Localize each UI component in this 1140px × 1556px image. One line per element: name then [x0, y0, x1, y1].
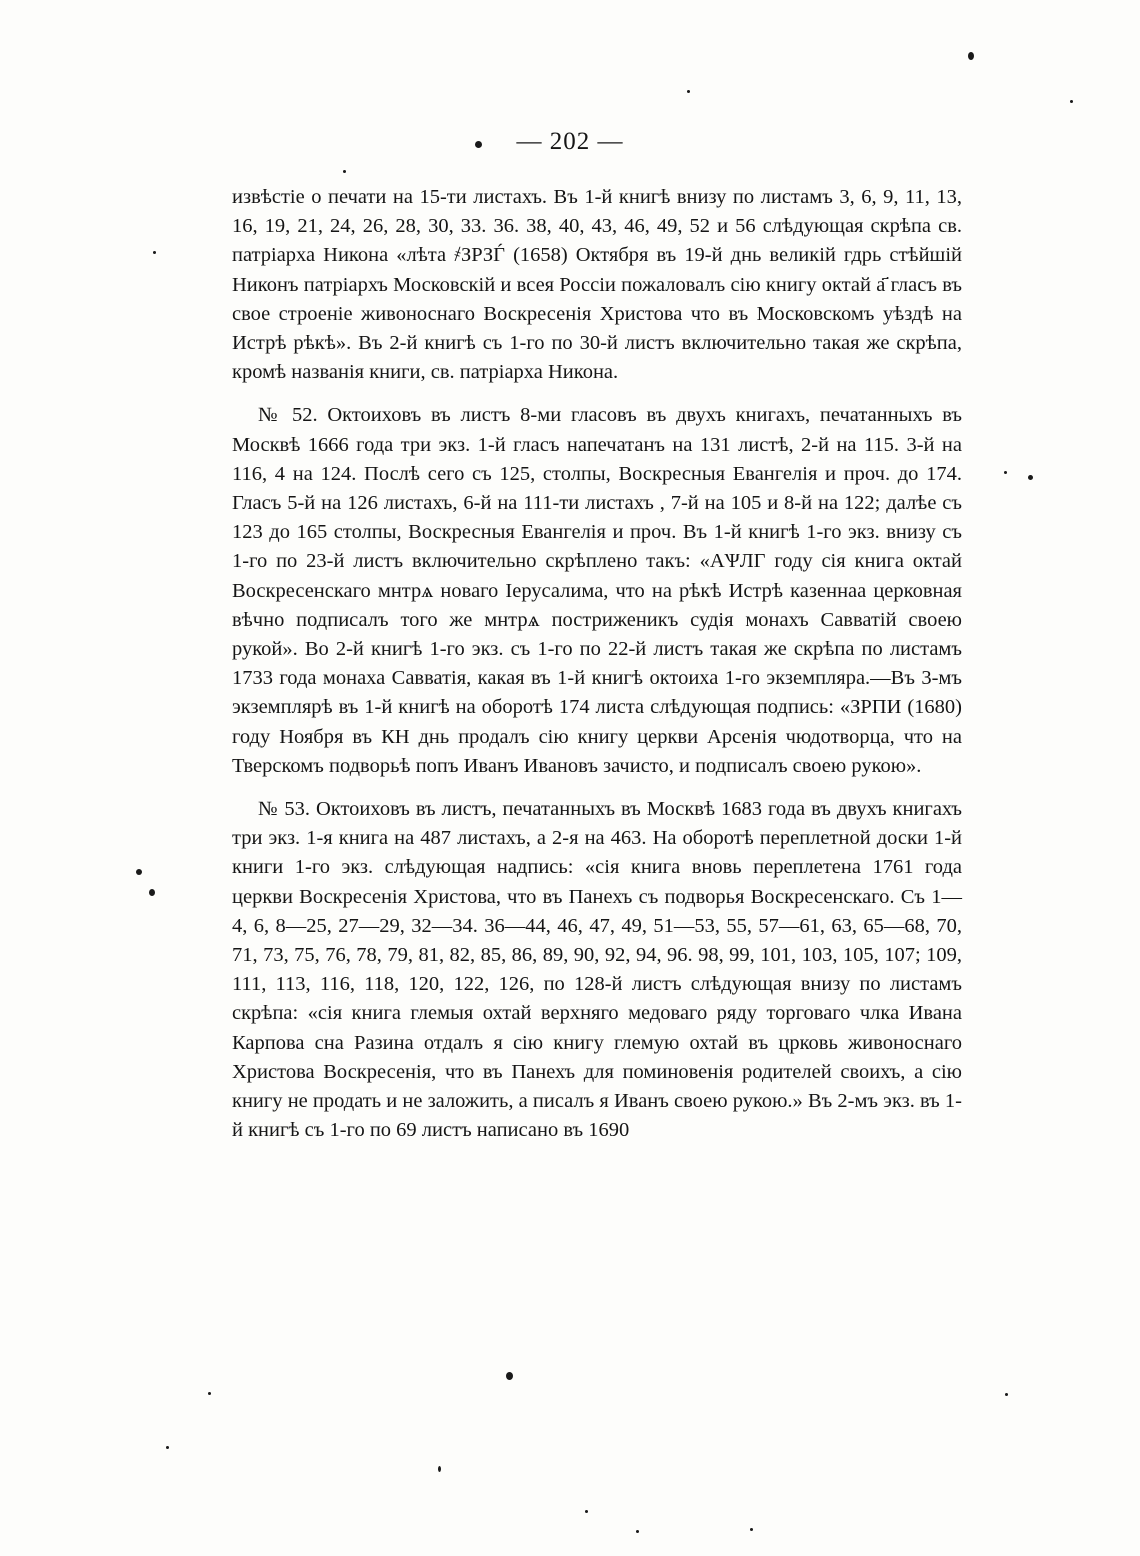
scan-speck — [1028, 475, 1033, 480]
scan-speck — [153, 251, 156, 254]
scan-speck — [506, 1372, 513, 1380]
scan-speck — [1005, 1393, 1008, 1396]
scan-speck — [343, 170, 346, 173]
page-number: — 202 — — [516, 128, 624, 155]
body-text — [232, 183, 962, 1146]
paragraph-entry-52: № 52. Октоиховъ въ листъ 8-ми гласовъ въ двухъ книгахъ, печатанныхъ въ Москвѣ 1666 года три экз. 1-й гласъ напечатанъ на 131 листѣ, 2-й на 115. 3-й на 116, 4 на 124. Послѣ сего съ 125, столпы, Воскресныя Евангелія и проч. до 174. Гласъ 5-й на 126 листахъ, 6-й на 111-ти листахъ , 7-й на 105 и 8-й на 122; далѣе съ 123 до 165 столпы, Воскресныя Евангелія и проч. Въ 1-й книгѣ 1-го экз. внизу съ 1-го по 23-й листъ включительно скрѣплено такъ: «АѰЛГ году сія книга октай Воскресенскаго мнтрѧ новаго Іерусалима, что на рѣкѣ Истрѣ казеннаа церковная вѣчно подписалъ того же мнтрѧ постриженикъ судія монахъ Савватій своею рукой». Во 2-й книгѣ 1-го экз. съ 1-го по 22-й листъ такая же скрѣпа по листамъ 1733 года монаха Савватія, какая въ 1-й книгѣ октоиха 1-го экземпляра.—Въ 3-мъ экземплярѣ въ 1-й книгѣ на оборотѣ 174 листа слѣдующая подпись: «ЗРПИ (1680) году Ноября въ КН днь продалъ сію книгу церкви Арсенія чюдотворца, что на Тверскомъ подворьѣ попъ Иванъ Ивановъ зачисто, и подписалъ своею рукою». — [232, 404, 962, 777]
scan-speck — [475, 141, 482, 148]
scan-speck — [438, 1466, 441, 1472]
scan-speck — [687, 90, 690, 93]
scan-speck — [636, 1530, 639, 1533]
scan-speck — [149, 889, 155, 896]
paragraph-entry-53: № 53. Октоиховъ въ листъ, печатанныхъ въ Москвѣ 1683 года въ двухъ книгахъ три экз. 1-я книга на 487 листахъ, а 2-я на 463. На оборотѣ переплетной доски 1-й книги 1-го экз. слѣдующая надпись: «сія книга вновь переплетена 1761 года церкви Воскресенія Христова, что въ Панехъ съ подворья Воскресенскаго. Съ 1—4, 6, 8—25, 27—29, 32—34. 36—44, 46, 47, 49, 51—53, 55, 57—61, 63, 65—68, 70, 71, 73, 75, 76, 78, 79, 81, 82, 85, 86, 89, 90, 92, 94, 96. 98, 99, 101, 103, 105, 107; 109, 111, 113, 116, 118, 120, 122, 126, по 128-й листъ слѣдующая внизу по листамъ скрѣпа: «сія книга глемыя охтай верхняго медоваго ряду торговаго члка Ивана Карпова сна Разина отдалъ я сію книгу глемую охтай въ црковь живоноснаго Христова Воскресенія, что въ Панехъ для поминовенія родителей своихъ, а сію книгу не продать и не заложить, а писалъ я Иванъ своею рукою.» Въ 2-мъ экз. въ 1-й книгѣ съ 1-го по 69 листъ написано въ 1690 — [232, 798, 962, 1142]
scan-speck — [166, 1446, 169, 1449]
scan-speck — [136, 869, 142, 875]
scan-speck — [750, 1528, 753, 1531]
scan-speck — [208, 1392, 211, 1395]
scan-speck — [968, 52, 974, 60]
paragraph-continuation: извѣстіе о печати на 15-ти листахъ. Въ 1-й книгѣ внизу по листамъ 3, 6, 9, 11, 13, 16, 19, 21, 24, 26, 28, 30, 33. 36. 38, 40, 43, 46, 49, 52 и 56 слѣдующая скрѣпа св. патріарха Никона «лѣта ҂ЗРЗЃ (1658) Октября въ 19-й днь великій гдрь стѣйшій Никонъ патріархъ Московскій и всея Россіи пожаловалъ сію книгу октай а҃ гласъ въ свое строеніе живоноснаго Воскресенія Христова что въ Московскомъ уѣздѣ на Истрѣ рѣкѣ». Въ 2-й книгѣ съ 1-го по 30-й листъ включительно такая же скрѣпа, кромѣ названія книги, св. патріарха Никона. — [232, 186, 962, 384]
scan-speck — [1070, 100, 1073, 103]
scan-speck — [585, 1510, 588, 1513]
scan-speck — [1004, 471, 1007, 474]
